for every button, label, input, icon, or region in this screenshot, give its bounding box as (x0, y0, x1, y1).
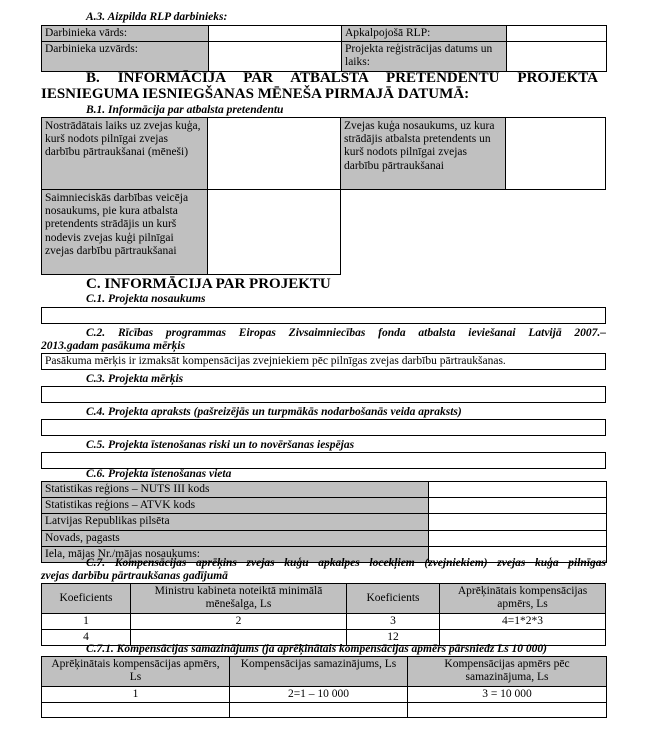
c71-header-calc: Aprēķinātais kompensācijas apmērs, Ls (42, 657, 230, 687)
employee-surname-field[interactable] (209, 42, 342, 71)
c7-title-line2: zvejas darbību pārtraukšanas gadījumā (41, 570, 228, 582)
c6-title: C.6. Projekta īstenošanas vieta (86, 468, 232, 480)
c7-header-coef1: Koeficients (42, 584, 131, 614)
c71-header-after: Kompensācijas apmērs pēc samazinājuma, Ls (408, 657, 607, 687)
c7-table (41, 583, 606, 646)
operator-name-field[interactable] (207, 189, 341, 275)
c7-r1-c2: 2 (131, 614, 347, 630)
city-label: Latvijas Republikas pilsēta (42, 514, 429, 530)
rlp-label: Apkalpojošā RLP: (342, 26, 507, 42)
rlp-field[interactable] (507, 26, 607, 42)
c7-r2-c1: 4 (42, 630, 131, 646)
b1-title: B.1. Informācija par atbalsta pretendentu (86, 104, 284, 116)
vessel-name-label: Zvejas kuģa nosaukums, uz kura strādājis atbalsta pretendents un kurš nodots pilnīgai zvejas darbību pārtraukšanai (340, 117, 506, 190)
c2-title-line1: C.2. Rīcības programmas Eiropas Zivsaimniecības fonda atbalsta ieviešanai Latvijā 2007.– (86, 327, 606, 339)
project-name-field[interactable] (41, 307, 606, 324)
c-heading: C. INFORMĀCIJA PAR PROJEKTU (86, 276, 331, 292)
county-field[interactable] (429, 530, 607, 546)
city-field[interactable] (429, 514, 607, 530)
employee-name-field[interactable] (209, 26, 342, 42)
reg-date-field[interactable] (507, 42, 607, 71)
atvk-field[interactable] (429, 498, 607, 514)
worked-time-field[interactable] (207, 117, 341, 190)
street-label: Iela, mājas Nr./mājas nosaukums: (42, 546, 429, 562)
atvk-label: Statistikas reģions – ATVK kods (42, 498, 429, 514)
a3-title: A.3. Aizpilda RLP darbinieks: (86, 11, 228, 23)
measure-goal-field: Pasākuma mērķis ir izmaksāt kompensācijas zvejniekiem pēc pilnīgas zvejas darbību pārtraukšanas. (41, 353, 606, 370)
c71-r1-c1: 1 (42, 687, 230, 703)
c7-r1-c4: 4=1*2*3 (440, 614, 606, 630)
c7-header-min-wage: Ministru kabineta noteiktā minimālā mēnešalga, Ls (131, 584, 347, 614)
c5-title: C.5. Projekta īstenošanas riski un to novēršanas iespējas (86, 439, 355, 451)
reg-date-label: Projekta reģistrācijas datums un laiks: (342, 42, 507, 71)
operator-name-label: Saimnieciskās darbības veicēja nosaukums, pie kura atbalsta pretendents strādājis un kurš nodevis zvejas kuģi pilnīgai zvejas darbību pārtraukšanai (41, 189, 208, 275)
a3-table (41, 25, 607, 72)
c71-r2-c1[interactable] (42, 703, 230, 718)
c6-table (41, 481, 607, 563)
c3-title: C.3. Projekta mērķis (86, 373, 184, 385)
employee-name-label: Darbinieka vārds: (42, 26, 209, 42)
c7-r1-c3: 3 (347, 614, 440, 630)
c71-title: C.7.1. Kompensācijas samazinājums (ja aprēķinātais kompensācijas apmērs pārsniedz Ls 10 000) (86, 643, 548, 655)
c71-r2-c3[interactable] (408, 703, 607, 718)
c7-header-compensation: Aprēķinātais kompensācijas apmērs, Ls (440, 584, 606, 614)
c4-title: C.4. Projekta apraksts (pašreizējās un turpmākās nodarbošanās veida apraksts) (86, 406, 462, 418)
project-goal-field[interactable] (41, 386, 606, 403)
c7-header-coef2: Koeficients (347, 584, 440, 614)
c1-title: C.1. Projekta nosaukums (86, 293, 206, 305)
c71-table (41, 656, 607, 718)
c71-header-reduction: Kompensācijas samazinājums, Ls (230, 657, 408, 687)
project-risks-field[interactable] (41, 452, 606, 469)
c7-title-line1: C.7. Kompensācijas aprēķins zvejas kuģu apkalpes locekļiem (zvejniekiem) zvejas kuģa pilnīgas (86, 557, 606, 569)
project-description-field[interactable] (41, 419, 606, 436)
b-heading-line2: IESNIEGUMA IESNIEGŠANAS MĒNEŠA PIRMAJĀ DATUMĀ: (41, 86, 470, 102)
c71-r2-c2[interactable] (230, 703, 408, 718)
nuts-label: Statistikas reģions – NUTS III kods (42, 482, 429, 498)
c71-r1-c3: 3 = 10 000 (408, 687, 607, 703)
c7-r2-c3: 12 (347, 630, 440, 646)
employee-surname-label: Darbinieka uzvārds: (42, 42, 209, 71)
c2-title-line2: 2013.gadam pasākuma mērķis (41, 340, 186, 352)
nuts-field[interactable] (429, 482, 607, 498)
c7-r1-c1: 1 (42, 614, 131, 630)
b-heading-line1: B. INFORMĀCIJA PAR ATBALSTA PRETENDENTU PROJEKTA (86, 70, 598, 86)
c71-r1-c2: 2=1 – 10 000 (230, 687, 408, 703)
worked-time-label: Nostrādātais laiks uz zvejas kuģa, kurš nodots pilnīgai zvejas darbību pārtraukšanai (mēneši) (41, 117, 208, 190)
vessel-name-field[interactable] (505, 117, 606, 190)
county-label: Novads, pagasts (42, 530, 429, 546)
